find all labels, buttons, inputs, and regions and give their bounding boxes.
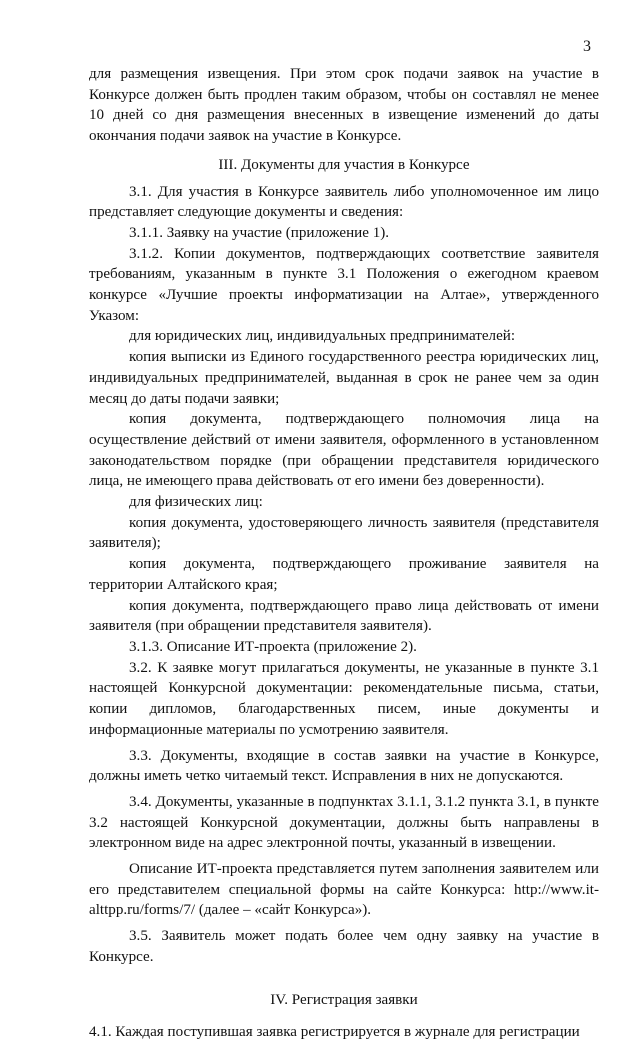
paragraph-3-1-2: 3.1.2. Копии документов, подтверждающих соответствие заявителя требованиям, указанным в пункте 3.1 Положения о ежегодном краевом конкурсе «Лучшие проекты информатизации на Алтае», утвержденного Указом: <box>89 245 599 324</box>
paragraph-it-project-description: Описание ИТ-проекта представляется путем заполнения заявителем или его представителем специальной формы на сайте Конкурса: http://www.it-alttpp.ru/forms/7/ (далее – «сайт Конкурса»). <box>89 861 599 919</box>
paragraph-representative-copy: копия документа, подтверждающего право лица действовать от имени заявителя (при обращении представителя заявителя). <box>89 597 599 635</box>
paragraph-4-1: 4.1. Каждая поступившая заявка регистрируется в журнале для регистрации <box>89 1024 580 1041</box>
paragraph-3-1-3: 3.1.3. Описание ИТ-проекта (приложение 2). <box>129 638 417 655</box>
paragraph-3-1: 3.1. Для участия в Конкурсе заявитель либо уполномоченное им лицо представляет следующие документы и сведения: <box>89 183 599 221</box>
paragraph-residence-copy: копия документа, подтверждающего проживание заявителя на территории Алтайского края; <box>89 556 599 593</box>
page-number: 3 <box>583 38 591 55</box>
paragraph-3-3: 3.3. Документы, входящие в состав заявки на участие в Конкурсе, должны иметь четко читаемый текст. Исправления в них не допускаются. <box>89 747 599 785</box>
paragraph-3-5: 3.5. Заявитель может подать более чем одну заявку на участие в Конкурсе. <box>89 928 599 965</box>
paragraph-individuals: для физических лиц: <box>129 494 263 511</box>
section-heading-3: III. Документы для участия в Конкурсе <box>218 156 470 173</box>
paragraph-3-1-1: 3.1.1. Заявку на участие (приложение 1). <box>129 224 390 241</box>
paragraph-continuation: для размещения извещения. При этом срок подачи заявок на участие в Конкурсе должен быть продлен таким образом, чтобы он составлял не менее 10 дней со дня размещения внесенных в извещение изменений до даты окончания подачи заявок на участие в Конкурсе. <box>89 66 599 145</box>
document-body <box>89 64 599 1043</box>
paragraph-3-4: 3.4. Документы, указанные в подпунктах 3.1.1, 3.1.2 пункта 3.1, в пункте 3.2 настоящей Конкурсной документации, должны быть направлены в электронном виде на адрес электронной почты, указанный в извещении. <box>89 793 599 852</box>
paragraph-registry-extract: копия выписки из Единого государственного реестра юридических лиц, индивидуальных предпринимателей, выданная в срок не ранее чем за один месяц до даты подачи заявки; <box>89 349 599 407</box>
section-heading-4: IV. Регистрация заявки <box>270 991 418 1008</box>
paragraph-legal-entities: для юридических лиц, индивидуальных предпринимателей: <box>129 328 516 345</box>
paragraph-authority-copy: копия документа, подтверждающего полномочия лица на осуществление действий от имени заявителя, оформленного в установленном законодательством порядке (при обращении представителя юридического лица, не имеющего права действовать от его имени без доверенности). <box>89 411 599 490</box>
paragraph-identity-copy: копия документа, удостоверяющего личность заявителя (представителя заявителя); <box>89 514 599 552</box>
paragraph-3-2: 3.2. К заявке могут прилагаться документы, не указанные в пункте 3.1 настоящей Конкурсной документации: рекомендательные письма, статьи, копии дипломов, благодарственных писем, иные документы и информационные материалы по усмотрению заявителя. <box>89 659 599 738</box>
